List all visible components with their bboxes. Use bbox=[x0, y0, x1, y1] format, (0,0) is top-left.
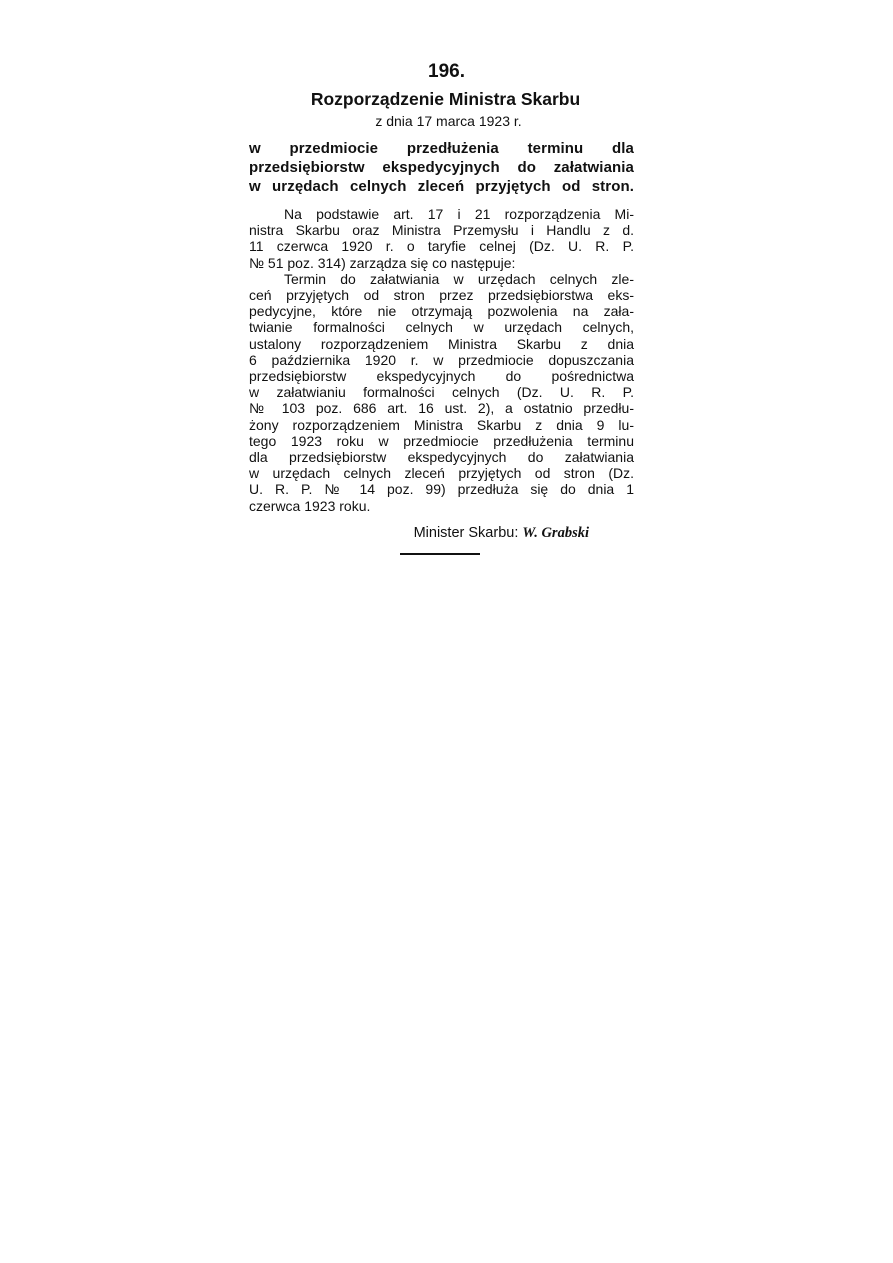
document-subject bbox=[249, 139, 634, 196]
signature bbox=[249, 524, 634, 542]
body-line: nistra Skarbu oraz Ministra Przemysłu i Handlu z d. bbox=[249, 222, 634, 239]
body-line: ustalony rozporządzeniem Ministra Skarbu z dnia bbox=[249, 335, 634, 352]
subject-line: przedsiębiorstw ekspedycyjnych do załatwiania bbox=[249, 159, 634, 176]
body-line: w urzędach celnych zleceń przyjętych od stron (Dz. bbox=[249, 465, 634, 482]
body-line: czerwca 1923 roku. bbox=[249, 497, 371, 514]
body-line: 11 czerwca 1920 r. o taryfie celnej (Dz. U. R. P. bbox=[249, 238, 634, 255]
body-line: № 51 poz. 314) zarządza się co następuje: bbox=[249, 254, 516, 271]
body-line: w załatwianiu formalności celnych (Dz. U. R. P. bbox=[249, 384, 634, 401]
body-line: Na podstawie art. 17 i 21 rozporządzenia Mi- bbox=[284, 206, 634, 222]
body-line: żony rozporządzeniem Ministra Skarbu z dnia 9 lu- bbox=[249, 416, 634, 433]
document-page bbox=[249, 60, 634, 542]
body-line: № 103 poz. 686 art. 16 ust. 2), a ostatnio przedłu- bbox=[249, 400, 634, 417]
body-line: twianie formalności celnych w urzędach celnych, bbox=[249, 319, 634, 336]
document-body bbox=[249, 206, 634, 514]
signature-label: Minister Skarbu: bbox=[413, 524, 519, 541]
body-line: pedycyjne, które nie otrzymają pozwolenia na zała- bbox=[249, 303, 634, 320]
body-line: przedsiębiorstw ekspedycyjnych do pośrednictwa bbox=[249, 368, 634, 385]
subject-line: w urzędach celnych zleceń przyjętych od stron. bbox=[249, 178, 634, 195]
closing-rule bbox=[400, 553, 480, 555]
body-line: U. R. P. № 14 poz. 99) przedłuża się do dnia 1 bbox=[249, 481, 634, 498]
document-date: z dnia 17 marca 1923 r. bbox=[375, 113, 522, 129]
document-number: 196. bbox=[428, 61, 465, 82]
body-line: ceń przyjętych od stron przez przedsiębiorstwa eks- bbox=[249, 287, 634, 304]
body-line: dla przedsiębiorstw ekspedycyjnych do załatwiania bbox=[249, 449, 634, 466]
body-line: tego 1923 roku w przedmiocie przedłużenia terminu bbox=[249, 432, 634, 449]
body-line: 6 października 1920 r. w przedmiocie dopuszczania bbox=[249, 351, 634, 368]
document-title: Rozporządzenie Ministra Skarbu bbox=[310, 89, 581, 109]
signature-name: W. Grabski bbox=[522, 524, 589, 541]
subject-line: w przedmiocie przedłużenia terminu dla bbox=[249, 140, 634, 157]
body-line: Termin do załatwiania w urzędach celnych zle- bbox=[284, 270, 634, 287]
